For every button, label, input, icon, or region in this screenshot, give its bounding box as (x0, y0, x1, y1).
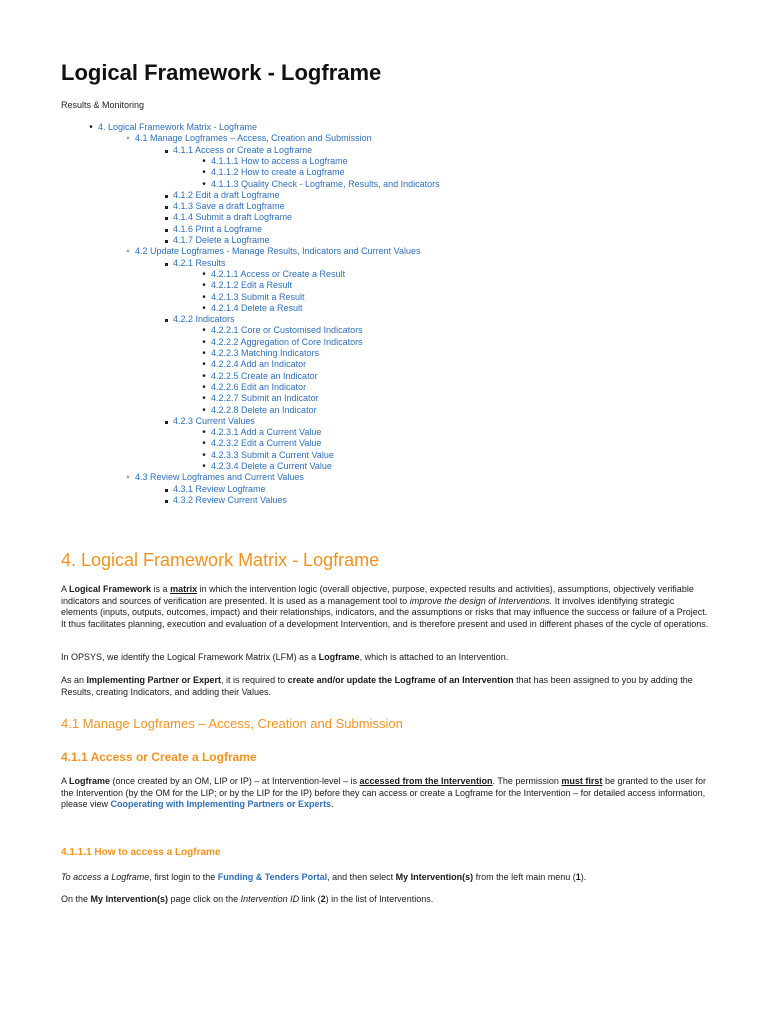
disc-bullet-icon (200, 280, 208, 291)
toc-link[interactable]: 4.2.3 Current Values (173, 415, 255, 426)
circle-bullet-icon (124, 246, 132, 257)
toc-item[interactable] (211, 303, 303, 314)
underlined-term: must first (561, 776, 603, 786)
square-bullet-icon (162, 314, 170, 325)
disc-bullet-icon (200, 179, 208, 190)
toc-item[interactable] (211, 269, 345, 280)
toc-link[interactable]: 4.2.1.2 Edit a Result (211, 280, 293, 291)
toc-link[interactable]: 4.2.3.2 Edit a Current Value (211, 438, 322, 449)
text: , and then select (327, 872, 396, 882)
toc-item[interactable] (211, 359, 306, 370)
text: A (61, 776, 70, 786)
toc-item[interactable] (211, 450, 334, 461)
square-bullet-icon (162, 201, 170, 212)
toc-link[interactable]: 4.3.2 Review Current Values (173, 494, 287, 505)
toc-link[interactable]: 4.2.3.4 Delete a Current Value (211, 461, 332, 471)
toc-link[interactable]: 4.2.1.3 Submit a Result (211, 291, 305, 302)
toc-item[interactable] (211, 371, 318, 382)
toc-item[interactable] (173, 224, 262, 235)
toc-item[interactable] (173, 258, 226, 269)
toc-link[interactable]: 4.3 Review Logframes and Current Values (135, 472, 304, 483)
toc-item[interactable] (135, 133, 372, 144)
disc-bullet-icon (200, 405, 208, 416)
toc-link[interactable]: 4.2.2.4 Add an Indicator (211, 359, 307, 370)
toc-item[interactable] (173, 416, 255, 427)
text: In OPSYS, we identify the Logical Framework Matrix (LFM) as a (61, 652, 319, 662)
text: from the left main menu ( (473, 872, 576, 882)
toc-link[interactable]: 4.2.2.2 Aggregation of Core Indicators (211, 336, 363, 347)
disc-bullet-icon (200, 269, 208, 280)
toc-item[interactable] (173, 484, 266, 495)
toc-item[interactable] (173, 190, 280, 201)
toc-link[interactable]: 4.2 Update Logframes - Manage Results, Indicators and Current Values (135, 246, 421, 257)
text: A (61, 584, 70, 594)
toc-link[interactable]: 4.1.1.1 How to access a Logframe (211, 155, 348, 166)
toc-item[interactable] (173, 314, 235, 325)
disc-bullet-icon (200, 438, 208, 449)
toc-item[interactable] (211, 156, 348, 167)
text: . The permission (492, 776, 562, 786)
toc-item[interactable] (173, 495, 287, 506)
toc-item[interactable] (211, 427, 321, 438)
toc-item[interactable] (211, 280, 292, 291)
disc-bullet-icon (200, 337, 208, 348)
circle-bullet-icon (124, 133, 132, 144)
toc-item[interactable] (211, 325, 363, 336)
toc-link[interactable]: 4.1.1 Access or Create a Logframe (173, 144, 313, 155)
toc-item[interactable] (98, 122, 257, 133)
square-bullet-icon (162, 235, 170, 246)
square-bullet-icon (162, 224, 170, 235)
italic-term: improve the design of Interventions. (409, 595, 553, 606)
toc-link[interactable]: 4. Logical Framework Matrix - Logframe (98, 122, 258, 132)
toc-link[interactable]: 4.1.4 Submit a draft Logframe (173, 212, 293, 223)
text: , it is required to (221, 675, 288, 685)
disc-bullet-icon (200, 359, 208, 370)
toc-link[interactable]: 4.2.1.4 Delete a Result (211, 302, 303, 313)
underlined-term: matrix (170, 584, 198, 594)
toc-link[interactable]: 4.2.2.7 Submit an Indicator (211, 393, 319, 404)
disc-bullet-icon (200, 156, 208, 167)
section-4-1-1-1-paragraph-1 (61, 872, 711, 884)
toc-item[interactable] (211, 382, 306, 393)
funding-tenders-portal-link[interactable]: Funding & Tenders Portal (217, 872, 328, 882)
italic-term: To access a Logframe (61, 872, 150, 882)
disc-bullet-icon (200, 450, 208, 461)
toc-link[interactable]: 4.3.1 Review Logframe (173, 483, 266, 494)
toc-item[interactable] (211, 348, 319, 359)
section-4-paragraph-3 (61, 675, 711, 698)
text: link ( (299, 894, 321, 904)
section-4-paragraph-2 (61, 652, 711, 664)
toc-link[interactable]: 4.2.2 Indicators (173, 314, 235, 325)
toc-link[interactable]: 4.2.1 Results (173, 257, 226, 268)
toc-link[interactable]: 4.2.2.3 Matching Indicators (211, 348, 320, 358)
section-4-paragraph-1 (61, 584, 711, 630)
toc-link[interactable]: 4.2.1.1 Access or Create a Result (211, 268, 346, 279)
square-bullet-icon (162, 495, 170, 506)
toc-item[interactable] (211, 438, 321, 449)
text: . (331, 799, 334, 809)
disc-bullet-icon (87, 122, 95, 133)
toc-item[interactable] (211, 461, 332, 472)
disc-bullet-icon (200, 348, 208, 359)
square-bullet-icon (162, 416, 170, 427)
toc-link[interactable]: 4.1 Manage Logframes – Access, Creation and Submission (135, 133, 372, 144)
disc-bullet-icon (200, 382, 208, 393)
toc-item[interactable] (135, 246, 421, 257)
toc-link[interactable]: 4.1.3 Save a draft Logframe (173, 201, 285, 212)
toc-item[interactable] (135, 472, 304, 483)
text: is a (151, 584, 171, 594)
circle-bullet-icon (124, 472, 132, 483)
cooperating-partners-link[interactable]: Cooperating with Implementing Partners or Experts (110, 799, 332, 809)
section-4-1-1-heading: 4.1.1 Access or Create a Logframe (61, 750, 257, 764)
square-bullet-icon (162, 212, 170, 223)
bold-term: 2 (320, 894, 326, 904)
text: On the (61, 894, 91, 904)
disc-bullet-icon (200, 325, 208, 336)
disc-bullet-icon (200, 427, 208, 438)
text: that has been assigned to you by adding the Results, creating Indicators, and adding their Values. (61, 675, 693, 697)
bold-term: Logical Framework (69, 584, 152, 594)
section-4-heading: 4. Logical Framework Matrix - Logframe (61, 550, 380, 570)
square-bullet-icon (162, 190, 170, 201)
toc-link[interactable]: 4.2.2.5 Create an Indicator (211, 370, 318, 381)
text: It involves identifying strategic elements (inputs, outputs, outcomes, impact) and their relationships, indicators, and the assumptions or risks that may influence the success or failure of a Project. It thus facilitates planning, execution and evaluation of a development Intervention, and is therefore present and used in different phases of the cycle of operations. (61, 595, 709, 629)
toc-item[interactable] (211, 337, 363, 348)
bold-term: My Intervention(s) (395, 872, 474, 882)
toc-link[interactable]: 4.2.2.8 Delete an Indicator (211, 404, 317, 415)
square-bullet-icon (162, 258, 170, 269)
page-title: Logical Framework - Logframe (61, 60, 382, 85)
text: be granted to the user for the Intervention (by the OM for the LIP; or by the LIP for the IP) before they can access or create a Logframe for the Intervention – for detailed access information, please view (61, 776, 707, 809)
toc-link[interactable]: 4.1.1.2 How to create a Logframe (211, 167, 345, 178)
toc-link[interactable]: 4.1.2 Edit a draft Logframe (173, 189, 280, 200)
bold-term: Logframe (318, 652, 360, 662)
disc-bullet-icon (200, 461, 208, 472)
text: (once created by an OM, LIP or IP) – at Intervention-level – is (110, 776, 360, 786)
text: ). (580, 872, 587, 882)
underlined-term: accessed from the Intervention (359, 776, 493, 786)
disc-bullet-icon (200, 371, 208, 382)
bold-term: Logframe (69, 776, 111, 786)
toc-link[interactable]: 4.1.7 Delete a Logframe (173, 235, 270, 245)
toc-link[interactable]: 4.2.3.1 Add a Current Value (211, 427, 322, 438)
toc-item[interactable] (211, 405, 317, 416)
square-bullet-icon (162, 484, 170, 495)
toc-link[interactable]: 4.1.6 Print a Logframe (173, 223, 263, 234)
toc-link[interactable]: 4.1.1.3 Quality Check - Logframe, Results, and Indicators (211, 178, 440, 189)
toc-item[interactable] (173, 212, 292, 223)
section-4-1-1-1-heading: 4.1.1.1 How to access a Logframe (61, 847, 221, 858)
text: ) in the list of Interventions. (325, 894, 434, 904)
disc-bullet-icon (200, 303, 208, 314)
disc-bullet-icon (200, 292, 208, 303)
text: in which the intervention logic (overall objective, purpose, expected results and activities), assumptions, objectively verifiable indicators and sources of verification are presented. It is used as a management tool to (61, 584, 694, 606)
toc-item[interactable] (173, 145, 312, 156)
toc-item[interactable] (211, 179, 440, 190)
text: , first login to the (149, 872, 218, 882)
toc-link[interactable]: 4.2.3.3 Submit a Current Value (211, 449, 334, 460)
section-4-1-1-paragraph (61, 776, 711, 811)
breadcrumb: Results & Monitoring (61, 100, 145, 110)
disc-bullet-icon (200, 167, 208, 178)
section-4-1-heading: 4.1 Manage Logframes – Access, Creation and Submission (61, 716, 403, 731)
section-4-1-1-1-paragraph-2 (61, 894, 711, 906)
bold-term: Implementing Partner or Expert (86, 675, 222, 685)
square-bullet-icon (162, 145, 170, 156)
toc-item[interactable] (173, 235, 270, 246)
toc-item[interactable] (211, 167, 345, 178)
bold-term: create and/or update the Logframe of an Intervention (287, 675, 514, 685)
toc-item[interactable] (173, 201, 285, 212)
text: page click on the (168, 894, 241, 904)
bold-term: My Intervention(s) (90, 894, 169, 904)
disc-bullet-icon (200, 393, 208, 404)
bold-term: 1 (575, 872, 581, 882)
text: As an (61, 675, 87, 685)
toc-item[interactable] (211, 292, 305, 303)
toc-link[interactable]: 4.2.2.6 Edit an Indicator (211, 381, 307, 392)
italic-term: Intervention ID (240, 894, 300, 904)
text: , which is attached to an Intervention. (359, 652, 509, 662)
toc-link[interactable]: 4.2.2.1 Core or Customised Indicators (211, 325, 363, 336)
toc-item[interactable] (211, 393, 319, 404)
